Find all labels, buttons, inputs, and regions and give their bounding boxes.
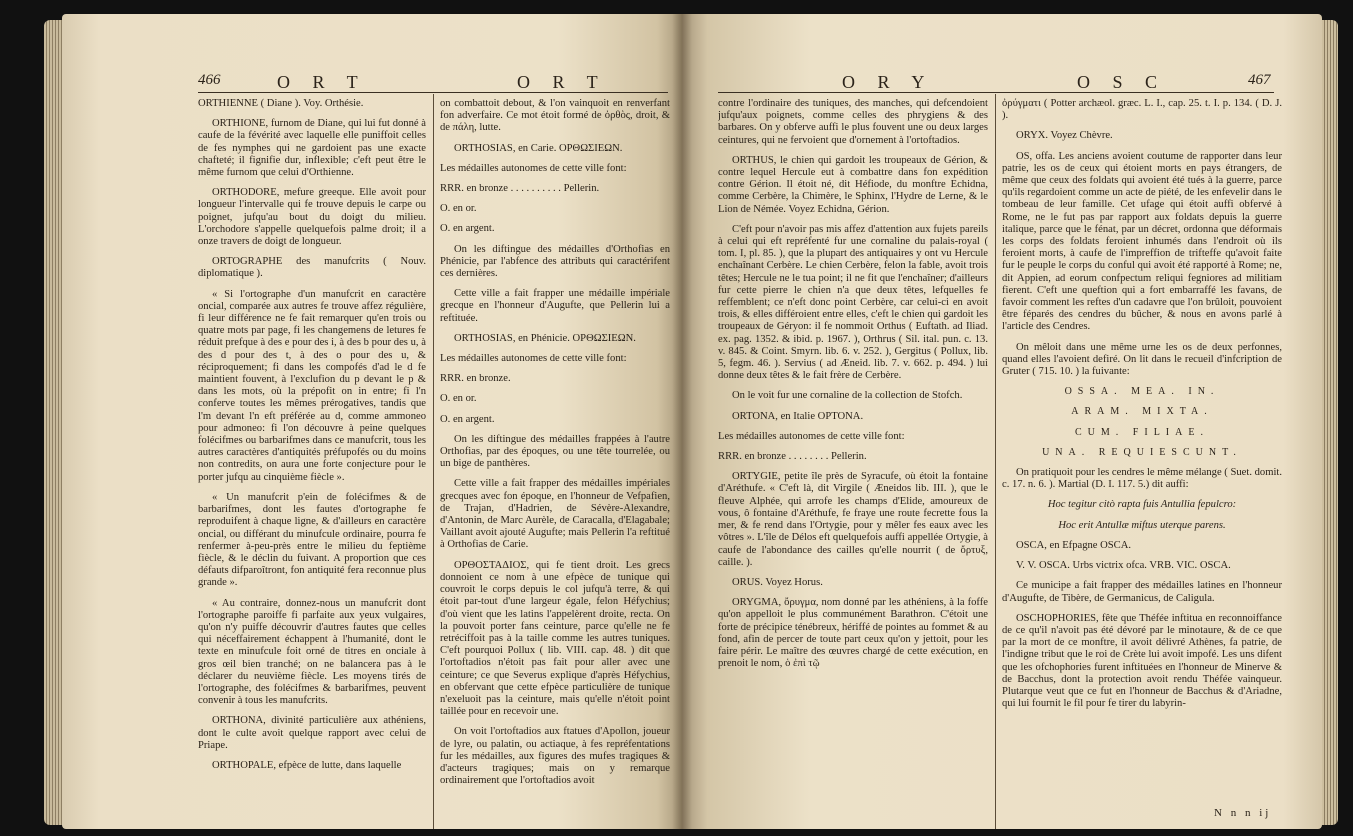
coin-line: O. en argent. [440,413,495,425]
running-header-right: O R T [517,72,607,92]
coin-line: O. en argent. [440,223,495,235]
entry-ortographe: ORTOGRAPHE des manufcrits ( Nouv. diplomatique ). [198,256,426,280]
paragraph: on combattoit debout, & l'on vainquoit en renverfant fon adverfaire. Ce mot étoit formé de ὀρθὸς, droit, & de πάλη, lutte. [440,98,670,134]
right-page [682,14,1322,829]
entry-oryx: ORYX. Voyez Chèvre. [1016,130,1113,142]
coin-line: O. en or. [440,393,477,405]
paragraph: On pratiquoit pour les cendres le même mélange ( Suet. domit. c. 17. n. 6. ). Martial (D. I. 117. 5.) dit auffi: [1002,467,1282,491]
entry-orthopale: ORTHOPALE, efpèce de lutte, dans laquelle [212,759,402,771]
inscription-line: CUM. FILIAE. [1075,426,1209,438]
inscription-line: ARAM. MIXTA. [1071,406,1213,418]
entry-oschophories: OSCHOPHORIES, fête que Théfée inftitua en reconnoiffance de ce qu'il n'avoit pas été dévoré par le minotaure, & de ce que par la mort de ce monftre, il avoit délivré Athènes, fa patrie, de l'indigne tribut que le roi de Crète lui avoit impofé. Les uns difent que les ofchophories furent inftituées en l'honneur de Minerve & de Bacchus, dont la protection avoit rendu Théfée vainqueur. Plutarque veut que ce fut en l'honneur de Bacchus & d'Ariadne, qui lui fournit le fil pour fe tirer du labyrin- [1002,612,1282,710]
book-edge-left [44,20,62,825]
entry-orthodore: ORTHODORE, mefure greeque. Elle avoit pour longueur l'intervalle qui fe trouve depuis le carpe ou poignet, jufqu'au bout du doigt du milieu. L'orchodore s'appelle quelquefois palme droit; il a onze travers de doigt de longueur. [198,187,426,248]
page-number: 467 [1248,72,1271,88]
column-left-2 [440,98,670,819]
paragraph: C'eft pour n'avoir pas mis affez d'attention aux fujets pareils à celui qui eft repréfenté fur une cornaline du palais-royal ( tom. I, pl. 85. ), que la plupart des antiquaires y ont vu Hercule enchaînant Cerbère. Le chien Cerbère, felon la fable, avoit trois têtes; Hercule ne le tua point; il ne fit que l'enchaîner; d'ailleurs fur cette pierre le chien n'a que deux têtes, lefquelles fe reffemblent; ce n'eft donc point Cerbère, car celui-ci en avoit trois, & elles différoient entre elles, c'eft le chien qui gardoit les troupeaux de Géryon: il fe nommoit Orthus ( Euftath. ad Iliad. ex. pag. 1352. & ibid. p. 1967. ), Orthrus ( Sil. ital. pun. c. 13. v. 845. & Coint. Smyrn. lib. 6. v. 252. ), Gergitus ( Pollux, lib. 5, fegm. 46. ). Servius ( ad Æneid. lib. 7. v. 662. p. 494. ) lui donne deux têtes & le fait frère de Cerbère. [718,223,988,382]
coin-line: RRR. en bronze. [440,373,511,385]
paragraph: Cette ville a fait frapper une médaille impériale grecque en l'honneur d'Augufte, que Pellerin lui a reftituée. [440,288,670,324]
entry-os: OS, offa. Les anciens avoient coutume de rapporter dans leur patrie, les os de ceux qui étoient morts en pays étrangers, de même que ceux des foldats qui avoient été tués à la guerre, parce qu'ils regardoient comme un acte de piété, de les enfevelir dans le tombeau de leur famille. Cet ufage qui étoit auffi obfervé à Rome, ne le fut pas par rapport aux foldats depuis la guerre italique, parce que le fénat, par un décret, ordonna que déformais les corps des foldats feroient inhumés dans l'endroit où ils feroient morts, à caufe de l'impreffion de trifteffe qu'avoit faite fur le peuple le corps du conful qui avoit été rapporté à Rome; ne, dit Appien, ad eorum confpectum reliqui fegniores ad militiam fierent. C'eft une queftion qui a fort embarraffé les favans, de favoir comment les reftes d'un cadavre que l'on brûloit, pouvoient être féparés des cendres du bûcher, & nous en avons parlé à l'article des Cendres. [1002,150,1282,333]
paragraph: Les médailles autonomes de cette ville font: [718,430,905,442]
entry-orthosias-phenicie: ORTHOSIAS, en Phénicie. ΟΡΘΩΣΙΕΩΝ. [454,332,636,344]
entry-orus: ORUS. Voyez Horus. [732,576,823,588]
header-rule [198,92,668,93]
column-right-2 [1002,98,1282,819]
column-right-1 [718,98,988,819]
paragraph: On les diftingue des médailles frappées à l'autre Orthofias, par des époques, ou une tête tourrelée, ou un bige de panthères. [440,433,670,470]
column-divider [995,94,996,829]
header-rule [718,92,1274,93]
entry-orthione: ORTHIONE, furnom de Diane, qui lui fut donné à caufe de la févérité avec laquelle elle puniffoit celles de fes nymphes qui ne gardoient pas une exacte chafteté; il fignifie dur, inflexible; c'eft peut être le même furnom que celui d'Orthienne. [198,118,426,179]
paragraph: « Si l'ortographe d'un manufcrit en caractère oncial, comparée aux autres fe trouve affez régulière, fi leur différence ne fe fait remarquer qu'en trois ou quatre mots par page, fi les changemens de letures fe réduit prefque à des e pour des i, à des b pour des u, à des d pour des t, à des o pour des u, & réciproquement; fi dans les compofés d'ad le d fe maintient fouvent, à l'exclufion du p devant le p & dans les mots, où la prépofit on in entre; fi l'n conferve toutes les mêmes prérogatives, tandis que l'm devant l'n eft préférée au d, comme ammoneo pour admoneo: fi l'on découvre à peine quelques folécifmes ou barbarifmes dans ce manufcrit, tous les autres caractères d'antiquités préfupofés ou du moins non contredits, on aura une forte conjecture pour le porter jufqu au cinquième fiècle ». [198,288,426,483]
running-header-left: O R T [277,72,367,92]
paragraph: On le voit fur une cornaline de la collection de Stofch. [732,390,963,402]
paragraph: On mêloit dans une même urne les os de deux perfonnes, quand elles l'avoient defiré. On lit dans le recueil d'infcription de Gruter ( 715. 10. ) la fuivante: [1002,341,1282,378]
paragraph: Les médailles autonomes de cette ville font: [440,162,627,174]
signature-mark: N n n ij [1214,807,1272,819]
entry-ortona: ORTONA, en Italie OPTONA. [732,410,864,422]
book-gutter [672,14,692,829]
entry-orygma: ORYGMA, ὄρυγμα, nom donné par les athéniens, à la foffe qu'on appelloit le plus communément Barathron. C'étoit une forte de précipice ténébreux, hériffé de pointes au fommet & au fond, afin de percer de toute part ceux qu'on y jettoit, pour les faire périr. Le maître des œuvres chargé de cette exécution, en prenoit le nom, ὁ ἐπὶ τῷ [718,597,988,670]
paragraph: contre l'ordinaire des tuniques, des manches, qui defcendoient jufqu'aux poignets, comme celles des phrygiens & des barbares. On y obferve auffi le plus fouvent une ou deux larges ceintures, qui ne fervoient que d'ornement à l'ortoftadios. [718,98,988,146]
paragraph: Ce municipe a fait frapper des médailles latines en l'honneur d'Augufte, de Tibère, de Germanicus, de Caligula. [1002,580,1282,604]
entry-orthienne: ORTHIENNE ( Diane ). Voy. Orthésie. [198,98,364,109]
entry-orthona: ORTHONA, divinité particulière aux athéniens, dont le culte avoit quelque rapport avec celui de Priape. [198,715,426,751]
left-page [62,14,682,829]
column-divider [433,94,434,829]
paragraph: On les diftingue des médailles d'Orthofias en Phénicie, par l'abfence des attributs qui caractérifent ces dernières. [440,243,670,280]
column-left-1 [198,98,426,819]
paragraph: On voit l'ortoftadios aux ftatues d'Apollon, joueur de lyre, ou palatin, ou actiaque, à fes repréfentations fur les médailles, aux figures des mufes tragiques & d'acteurs tragiques; mais on y remarque ordinairement que l'ortoftadios avoit [440,726,670,787]
inscription-line: OSSA. MEA. IN. [1064,386,1220,398]
entry-orthostadios: ΟΡΘΟΣΤΑΔΙΟΣ, qui fe tient droit. Les grecs donnoient ce nom à une efpèce de tunique qui couvroit le corps depuis le col jufqu'à terre, & qui étoit par-tout d'une largeur égale, felon Héfychius; d'où vient que les latins l'appelèrent droite, recta. On la pouvoit porter fans ceinture, parce qu'elle ne fe retréciffoit pas à la taille comme les autres tuniques. C'eft pourquoi Pollux ( lib. VIII. cap. 48. ) dit que l'ortoftadios n'étoit pas fait pour aller avec une ceinture; ce que Severus explique d'après Héfychius, en obfervant que cette efpèce particulière de tunique n'exeluoit pas la ceinture, mais qu'elle n'étoit point taillée pour en recevoir une. [440,559,670,718]
entry-ortygie: ORTYGIE, petite île près de Syracufe, où étoit la fontaine d'Aréthufe. « C'eft là, dit Virgile ( Æneidos lib. III. ), que le fleuve Alphée, qui arrofe les champs d'Elide, amoureux de vous, ô fontaine d'Aréthufe, fe fraye une route fecrette fous la mer, & fe rend dans l'Ortygie, pour y mêler fes eaux avec les vôtres ». L'île de Délos eft quelquefois auffi appellée Ortygie, à caufe de l'abondance des cailles qu'elle nourrit ( de ὄρτυξ, caille. ). [718,471,988,568]
entry-orthosias-carie: ORTHOSIAS, en Carie. ΟΡΘΩΣΙΕΩΝ. [454,142,623,154]
entry-orthus: ORTHUS, le chien qui gardoit les troupeaux de Gérion, & contre lequel Hercule eut à combattre dans fon expédition contre Gérion. Il étoit né, dit Héfiode, du monftre Echidna, comme Cerbère, la Chimère, le Sphinx, l'Hydre de Lerne, & le Lion de Némée. Voyez Echidna, Gérion. [718,154,988,215]
running-header-right: O S C [1077,72,1167,92]
inscription-line: UNA. REQUIESCUNT. [1042,446,1242,458]
page-number: 466 [198,72,221,88]
paragraph: « Au contraire, donnez-nous un manufcrit dont l'ortographe paroiffe fi parfaite aux yeux vulgaires, qu'on n'y puiffe découvrir d'autres fautes que celles qui néceffairement échappent à l'humanité, dont le texte en minufcule foit orné de titres en onciale à gros œil bien tranché; on ne balancera pas à le déclarer du neuvième fiècle. Les moyens tirés de l'ortographe, des folécifmes & barbarifmes, peuvent convenir à tous les manufcrits. [198,597,426,707]
running-header-left: O R Y [842,72,934,92]
coin-line: RRR. en bronze . . . . . . . . Pellerin. [718,451,867,463]
paragraph: Cette ville a fait frapper des médailles impériales grecques avec fon époque, en l'honneur de Vefpafien, de Trajan, d'Hadrien, de Sévère-Alexandre, d'Antonin, de Marc Aurèle, de Caracalla, d'Elagabale; Vaillant avoit ajouté Augufte; mais Pellerin l'a reftitué à Orthofias de Carie. [440,478,670,551]
entry-osca: OSCA, en Efpagne OSCA. [1016,539,1132,551]
paragraph: Les médailles autonomes de cette ville font: [440,353,627,365]
coin-line: O. en or. [440,203,477,215]
coin-line: RRR. en bronze . . . . . . . . . . Pellerin. [440,183,600,195]
book-edge-right [1322,20,1338,825]
verse-line: Hoc erit Antullæ miftus uterque parens. [1058,519,1226,531]
verse-line: Hoc tegitur citò rapta fuis Antullia fepulcro: [1047,499,1237,511]
coin-legend: V. V. OSCA. Urbs victrix ofca. VRB. VIC. OSCA. [1016,560,1231,572]
paragraph: « Un manufcrit p'ein de folécifmes & de barbarifmes, dont les fautes d'ortographe fe reproduifent à chaque ligne, & d'ailleurs en caractère oncial, ou différant du minufcule ordinaire, pourra fe renfermer à-peu-près entre le milieu du feptième fiècle, & le déclin du fuivant. A proportion que ces défauts difparoîtront, fon antiquité fera reconnue plus grande ». [198,491,426,589]
paragraph: ὀρύγματι ( Potter archæol. græc. L. I., cap. 25. t. I. p. 134. ( D. J. ). [1002,98,1282,122]
